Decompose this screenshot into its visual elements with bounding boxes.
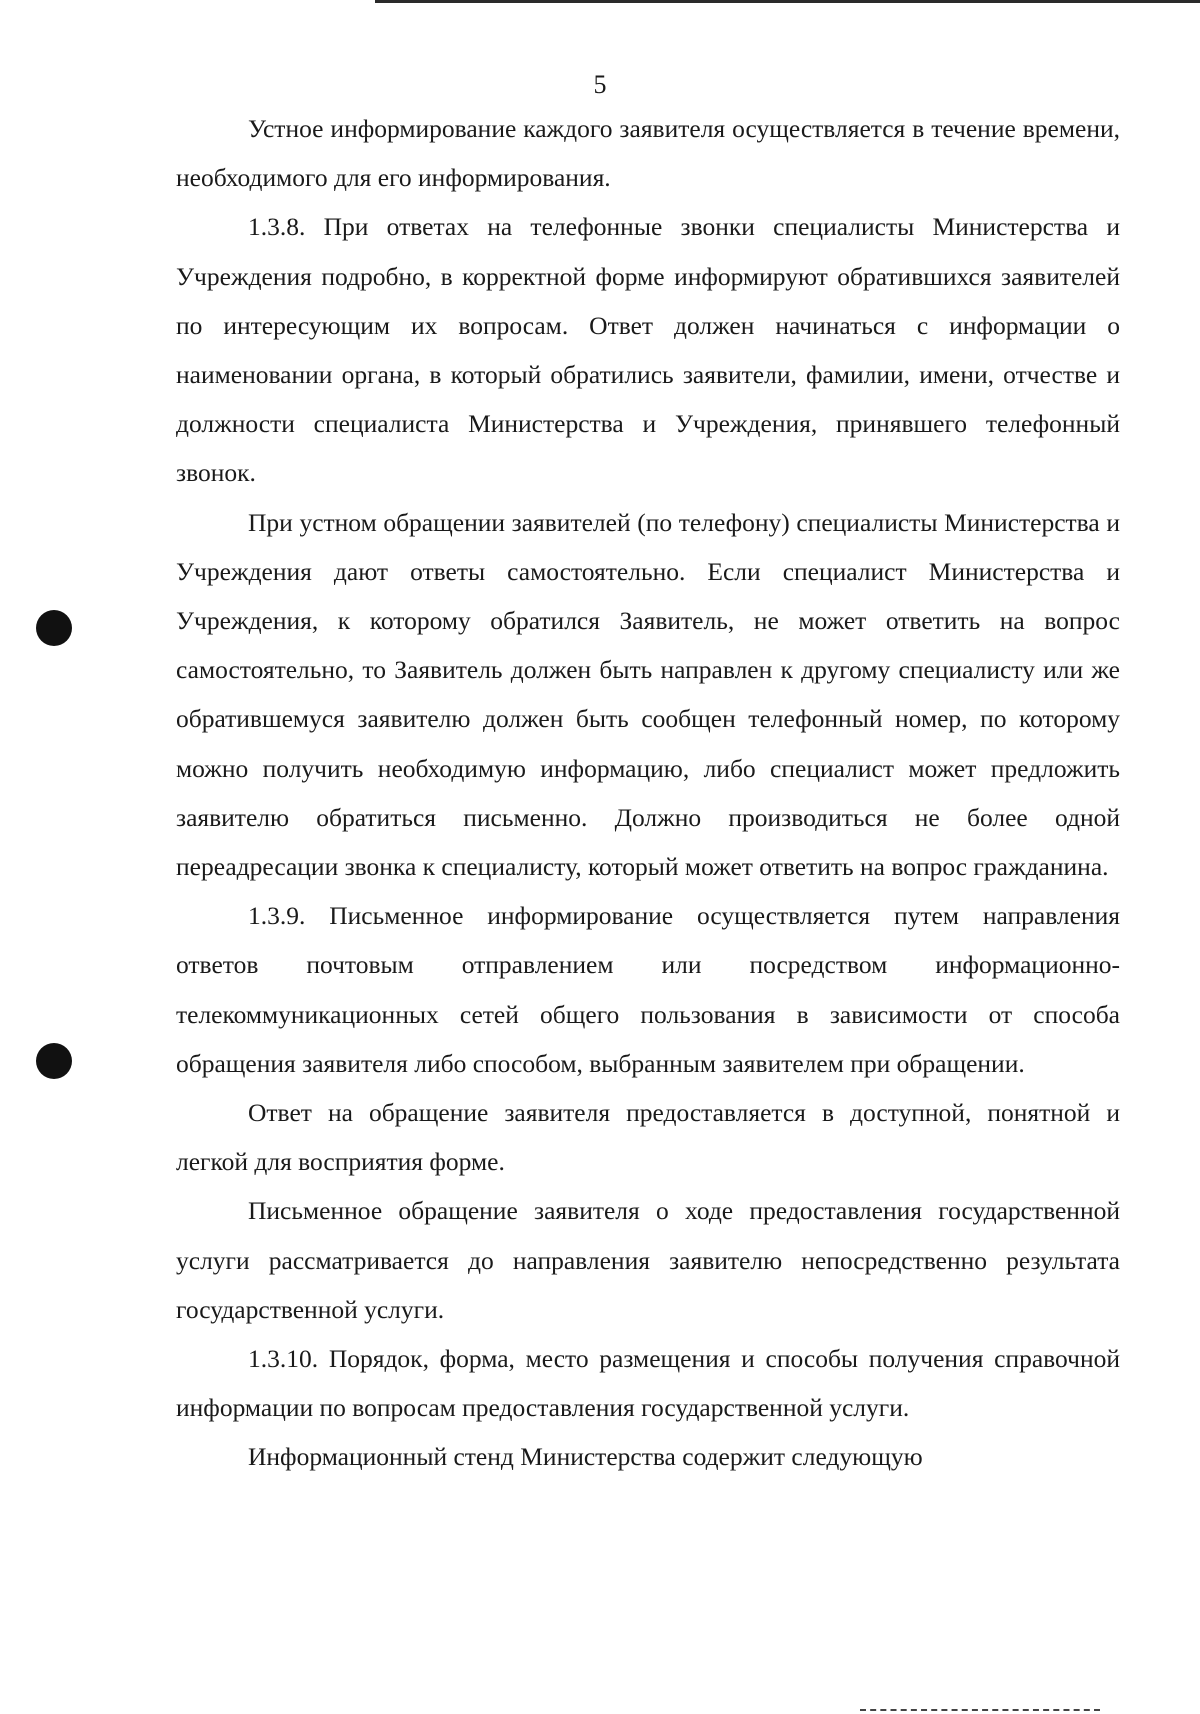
paragraph-1-3-9: 1.3.9. Письменное информирование осуществляется путем направления ответов почтовым отправлением или посредством информационно-телекоммуникационных сетей общего пользования в зависимости от способа обращения заявителя либо способом, выбранным заявителем при обращении. (176, 901, 1120, 1078)
body-text (176, 104, 1120, 1482)
bottom-edge-line (860, 1709, 1100, 1714)
paragraph-written-request: Письменное обращение заявителя о ходе предоставления государственной услуги рассматривается до направления заявителю непосредственно результата государственной услуги. (176, 1196, 1120, 1324)
paragraph-oral-request: При устном обращении заявителей (по телефону) специалисты Министерства и Учреждения дают ответы самостоятельно. Если специалист Министерства и Учреждения, к которому обратился Заявитель, не может ответить на вопрос самостоятельно, то Заявитель должен быть направлен к другому специалисту или же обратившемуся заявителю должен быть сообщен телефонный номер, по которому можно получить необходимую информацию, либо специалист может предложить заявителю обратиться письменно. Должно производиться не более одной переадресации звонка к специалисту, который может ответить на вопрос гражданина. (176, 507, 1120, 882)
top-edge-line (375, 0, 1200, 3)
paragraph-response: Ответ на обращение заявителя предоставляется в доступной, понятной и легкой для восприятия форме. (176, 1098, 1120, 1177)
punch-hole (36, 1043, 72, 1079)
paragraph-1-3-10: 1.3.10. Порядок, форма, место размещения и способы получения справочной информации по вопросам предоставления государственной услуги. (176, 1344, 1120, 1423)
page-number: 5 (593, 70, 607, 99)
paragraph-1-3-8: 1.3.8. При ответах на телефонные звонки специалисты Министерства и Учреждения подробно, в корректной форме информируют обратившихся заявителей по интересующим их вопросам. Ответ должен начинаться с информации о наименовании органа, в который обратились заявители, фамилии, имени, отчестве и должности специалиста Министерства и Учреждения, принявшего телефонный звонок. (176, 212, 1120, 488)
paragraph-oral-info: Устное информирование каждого заявителя осуществляется в течение времени, необходимого для его информирования. (176, 114, 1120, 193)
paragraph-info-stand: Информационный стенд Министерства содержит следующую (248, 1442, 923, 1472)
punch-hole (36, 610, 72, 646)
